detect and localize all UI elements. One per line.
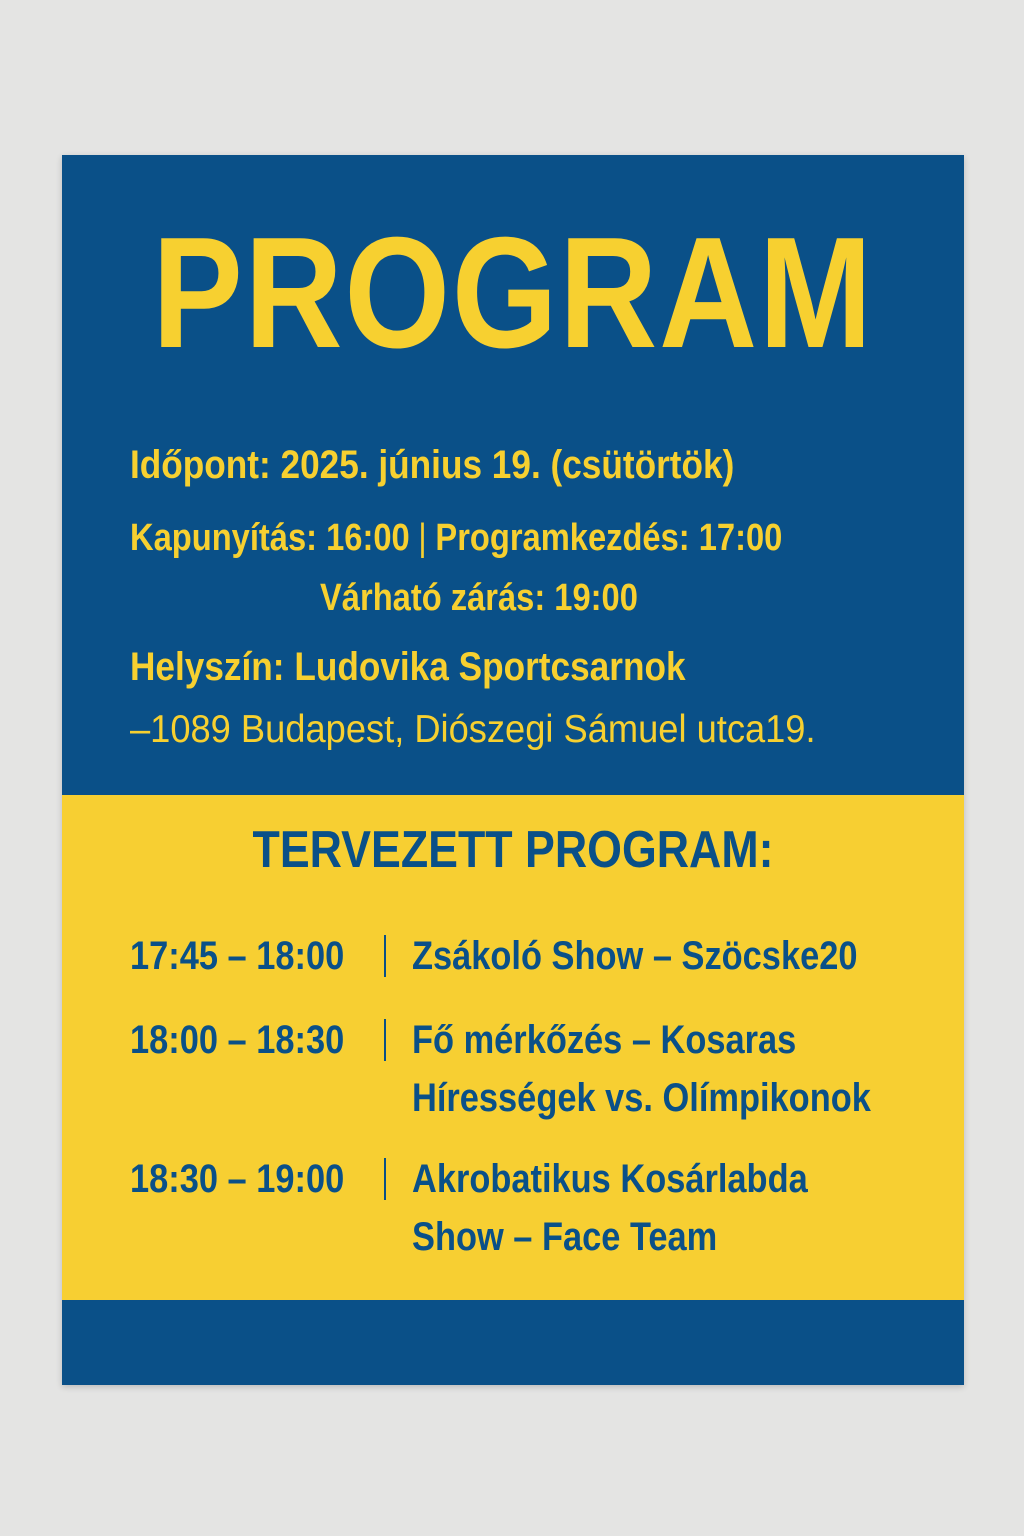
- time-separator: |: [418, 517, 427, 559]
- opening-times: [130, 517, 782, 560]
- schedule-activity-line: Fő mérkőzés – Kosaras: [412, 1018, 797, 1062]
- schedule-divider: [384, 935, 386, 977]
- poster-bottom-band: [62, 1300, 964, 1385]
- schedule-activity-line: Zsákoló Show – Szöcske20: [412, 934, 858, 978]
- program-poster: [62, 155, 964, 1385]
- poster-title: PROGRAM: [152, 205, 874, 381]
- program-start-time: Programkezdés: 17:00: [435, 517, 783, 559]
- venue-name: Helyszín: Ludovika Sportcsarnok: [130, 645, 686, 689]
- schedule-title: TERVEZETT PROGRAM:: [252, 821, 774, 879]
- schedule-time: 18:30 – 19:00: [130, 1157, 345, 1201]
- venue-address: –1089 Budapest, Diószegi Sámuel utca19.: [130, 708, 816, 751]
- schedule-divider: [384, 1019, 386, 1061]
- schedule-activity-line: Hírességek vs. Olímpikonok: [412, 1076, 871, 1120]
- schedule-activity-line: Akrobatikus Kosárlabda: [412, 1157, 808, 1201]
- schedule-time: 17:45 – 18:00: [130, 934, 345, 978]
- expected-close-time: Várható zárás: 19:00: [320, 577, 638, 619]
- schedule-activity: [412, 927, 857, 985]
- schedule-activity: [412, 1150, 808, 1266]
- gate-open-time: Kapunyítás: 16:00: [130, 517, 410, 559]
- schedule-divider: [384, 1158, 386, 1200]
- schedule-activity-line: Show – Face Team: [412, 1215, 718, 1259]
- event-date: Időpont: 2025. június 19. (csütörtök): [130, 443, 735, 487]
- poster-top-section: [62, 155, 964, 795]
- schedule-activity: [412, 1011, 871, 1127]
- schedule-time: 18:00 – 18:30: [130, 1018, 345, 1062]
